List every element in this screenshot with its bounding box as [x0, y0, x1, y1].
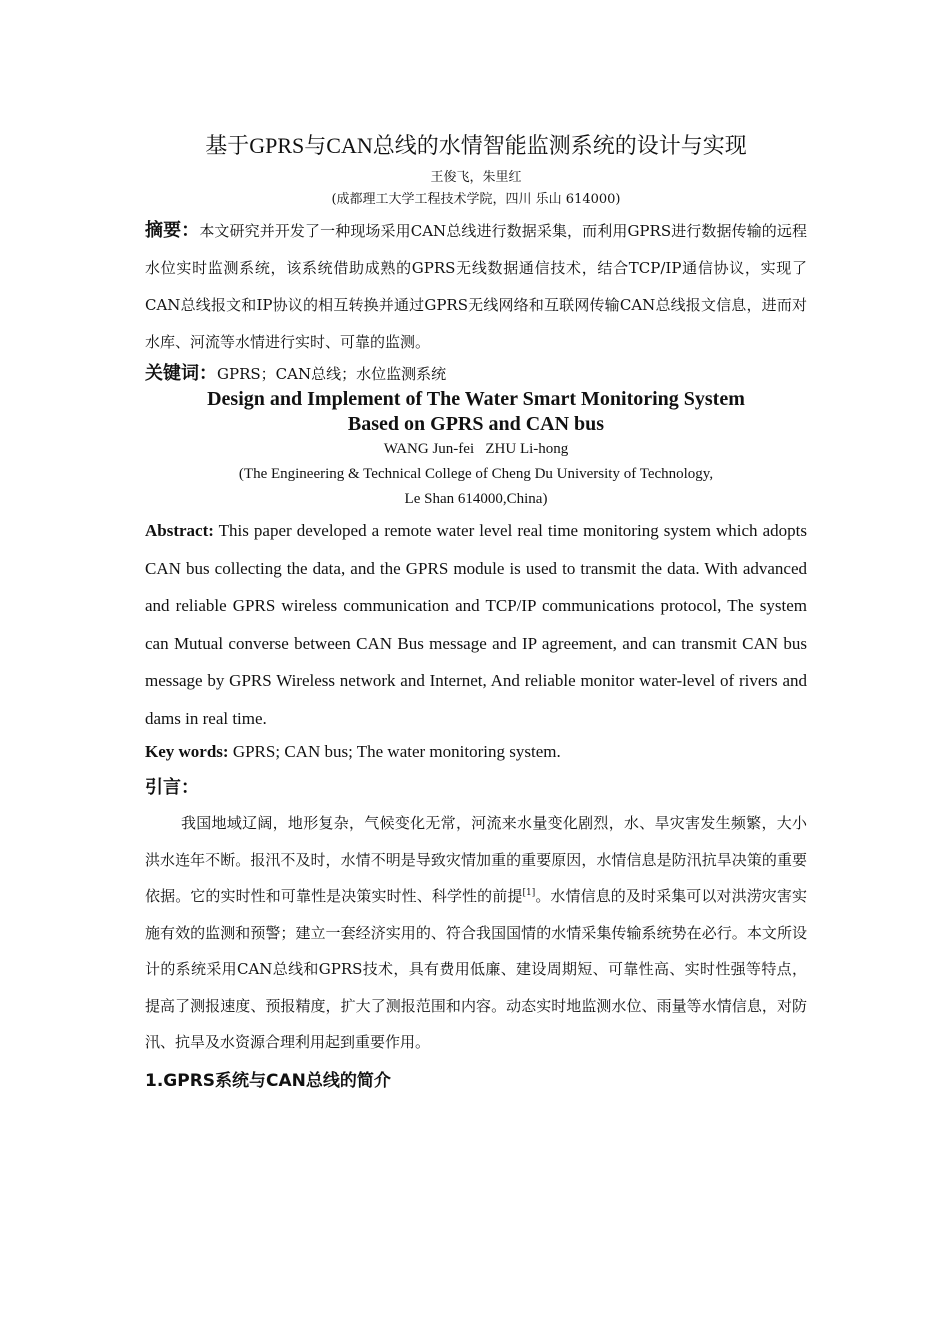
english-title-line-1: Design and Implement of The Water Smart Monitoring System — [207, 388, 745, 410]
english-abstract — [145, 512, 807, 737]
chinese-affiliation: (成都理工大学工程技术学院，四川 乐山 614000) — [331, 192, 621, 207]
chinese-abstract — [145, 212, 807, 361]
intro-heading: 引言： — [145, 777, 199, 798]
chinese-title: 基于GPRS与CAN总线的水情智能监测系统的设计与实现 — [205, 133, 747, 158]
english-keywords — [145, 737, 807, 767]
english-affiliation-line-2: Le Shan 614000,China) — [404, 491, 548, 507]
intro-text-part-1: 我国地域辽阔，地形复杂，气候变化无常，河流来水量变化剧烈，水、旱灾害发生频繁，大小洪水连年不断。报汛不及时，水情不明是导致灾情加重的重要原因，水情信息是防汛抗旱决策的重要依据。它的实时性和可靠性是决策实时性、科学性的前提 — [145, 814, 807, 905]
english-abstract-label: Abstract: — [145, 521, 214, 540]
chinese-abstract-label: 摘要： — [145, 220, 200, 241]
english-keywords-label: Key words: — [145, 742, 229, 761]
intro-paragraph — [145, 805, 807, 1061]
english-affiliation-line-1: (The Engineering & Technical College of Cheng Du University of Technology, — [238, 466, 714, 482]
english-authors: WANG Jun-fei ZHU Li-hong — [383, 441, 569, 457]
intro-text-part-2: 。水情信息的及时采集可以对洪涝灾害实施有效的监测和预警；建立一套经济实用的、符合我国国情的水情采集传输系统势在必行。本文所设计的系统采用CAN总线和GPRS技术，具有费用低廉、建设周期短、可靠性高、实时性强等特点，提高了测报速度、预报精度，扩大了测报范围和内容。动态实时地监测水位、雨量等水情信息，对防汛、抗旱及水资源合理利用起到重要作用。 — [145, 887, 807, 1051]
chinese-abstract-text: 本文研究并开发了一种现场采用CAN总线进行数据采集，而利用GPRS进行数据传输的远程水位实时监测系统，该系统借助成熟的GPRS无线数据通信技术，结合TCP/IP通信协议，实现了CAN总线报文和IP协议的相互转换并通过GPRS无线网络和互联网传输CAN总线报文信息，进而对水库、河流等水情进行实时、可靠的监测。 — [145, 222, 808, 351]
paper-page — [145, 128, 807, 1099]
citation-ref[interactable]: [1] — [522, 888, 536, 898]
chinese-keywords — [145, 361, 807, 387]
english-title — [145, 387, 807, 437]
section-1-heading: 1.GPRS系统与CAN总线的简介 — [145, 1070, 391, 1091]
chinese-authors: 王俊飞，朱里红 — [430, 170, 522, 185]
chinese-keywords-text: GPRS；CAN总线；水位监测系统 — [217, 365, 447, 383]
english-keywords-text: GPRS; CAN bus; The water monitoring system. — [228, 742, 561, 761]
english-abstract-text: This paper developed a remote water level real time monitoring system which adopts CAN bus collecting the data, and the GPRS module is used to transmit the data. With advanced and reliable GPRS wireless communication and TCP/IP communications protocol, The system can Mutual converse between CAN Bus message and IP agreement, and can transmit CAN bus message by GPRS Wireless network and Internet, And reliable monitor water-level of rivers and dams in real time. — [145, 521, 807, 728]
chinese-keywords-label: 关键词： — [145, 363, 217, 384]
english-title-line-2: Based on GPRS and CAN bus — [347, 413, 605, 435]
